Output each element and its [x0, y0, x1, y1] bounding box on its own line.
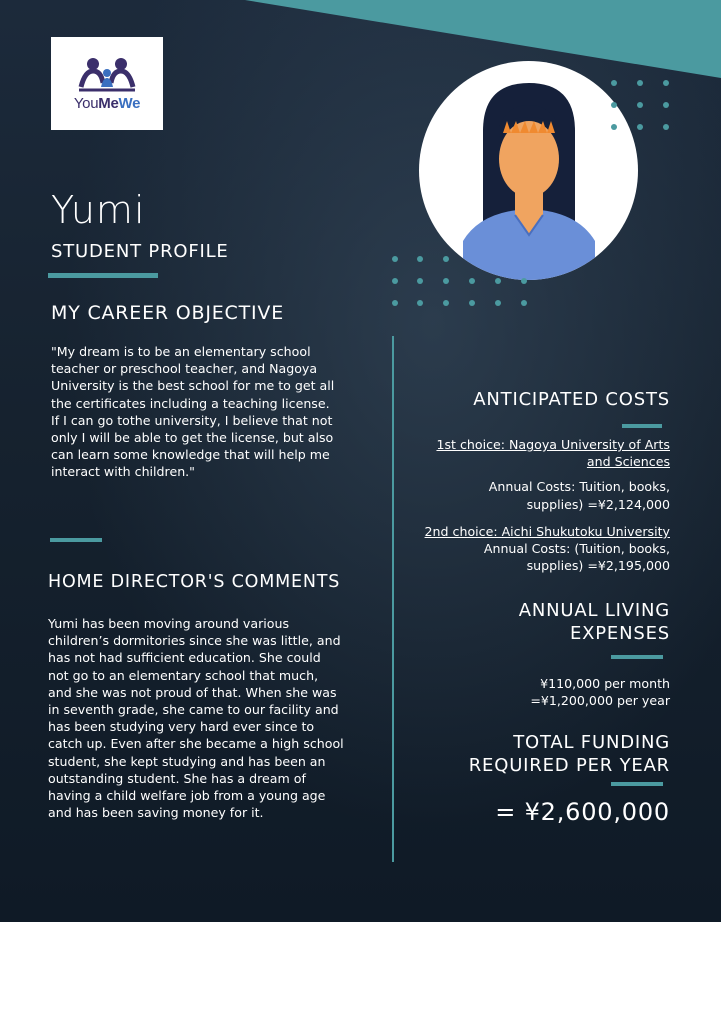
student-name: Yumi — [51, 188, 146, 232]
first-choice-title-line1: 1st choice: Nagoya University of Arts — [436, 437, 670, 452]
accent-divider — [50, 538, 102, 542]
decor-dot — [443, 256, 449, 262]
decor-dot — [663, 102, 669, 108]
total-funding-heading-line1: TOTAL FUNDING — [513, 732, 670, 753]
decor-dot — [521, 278, 527, 284]
accent-divider — [622, 424, 662, 428]
accent-divider — [48, 273, 158, 278]
living-expenses-heading-line2: EXPENSES — [569, 623, 670, 644]
decor-dot — [611, 102, 617, 108]
second-choice-cost-line2: supplies) =¥2,195,000 — [526, 558, 670, 574]
decor-dot — [469, 278, 475, 284]
decor-dot — [637, 80, 643, 86]
second-choice-title: 2nd choice: Aichi Shukutoku University — [424, 524, 670, 539]
decor-dot — [469, 300, 475, 306]
living-expenses-values — [430, 675, 670, 709]
logo-family-icon — [51, 37, 163, 97]
first-choice-cost-line2: supplies) =¥2,124,000 — [526, 496, 670, 512]
total-funding-heading-line2: REQUIRED PER YEAR — [468, 755, 670, 776]
logo-you-text: You — [73, 95, 99, 112]
decor-dot — [392, 278, 398, 284]
decor-dot — [417, 256, 423, 262]
decor-dot — [663, 80, 669, 86]
decor-dot — [611, 80, 617, 86]
career-objective-heading: MY CAREER OBJECTIVE — [51, 302, 285, 324]
decor-dot — [495, 300, 501, 306]
decor-dot — [443, 300, 449, 306]
living-expenses-yearly: =¥1,200,000 per year — [530, 693, 670, 709]
living-expenses-monthly: ¥110,000 per month — [540, 676, 670, 691]
logo-me-text: Me — [98, 95, 119, 112]
decor-dot — [663, 124, 669, 130]
total-funding-heading — [469, 731, 670, 777]
decor-dot — [417, 278, 423, 284]
accent-divider — [611, 655, 663, 659]
logo-we-text: We — [118, 95, 141, 112]
living-expenses-heading-line1: ANNUAL LIVING — [518, 600, 670, 621]
total-funding-amount: = ¥2,600,000 — [495, 798, 670, 826]
decor-dot — [417, 300, 423, 306]
living-expenses-heading — [519, 599, 670, 645]
first-choice — [390, 436, 670, 513]
first-choice-cost-line1: Annual Costs: Tuition, books, — [488, 479, 670, 495]
director-comments-text: Yumi has been moving around various children’s dormitories since she was little, and has not had sufficient education. She could not go to an elementary school that much, and she was not proud of that. When she was in seventh grade, she came to our facility and has been studying very hard ever since to catch up. Even after she became a high school student, she kept studying and has been an outstanding student. She has a dream of having a child welfare job from a young age and has been saving money for it. — [48, 616, 344, 821]
career-objective-text: "My dream is to be an elementary school teacher or preschool teacher, and Nagoya University is the best school for me to get all the certificates including a teaching license. If I can go tothe university, I believe that not only I will be able to get the license, but also can learn some knowledge that will help me interact with children." — [51, 344, 335, 480]
anticipated-costs-heading: ANTICIPATED COSTS — [473, 389, 670, 410]
decor-dot — [637, 124, 643, 130]
avatar — [419, 61, 638, 280]
decor-dot — [392, 300, 398, 306]
logo-wordmark — [51, 95, 163, 112]
second-choice-cost-line1: Annual Costs: (Tuition, books, — [483, 541, 670, 557]
decor-dot — [392, 256, 398, 262]
page-subtitle: STUDENT PROFILE — [51, 241, 229, 262]
decor-dot — [611, 124, 617, 130]
column-divider — [392, 336, 394, 862]
second-choice — [370, 523, 670, 575]
student-avatar-icon — [419, 61, 638, 280]
accent-divider — [611, 782, 663, 786]
decor-dot — [443, 278, 449, 284]
director-comments-heading: HOME DIRECTOR'S COMMENTS — [48, 572, 341, 592]
decor-dot — [521, 300, 527, 306]
decor-dot — [637, 102, 643, 108]
logo — [51, 37, 163, 130]
first-choice-title-line2: and Sciences — [586, 454, 670, 470]
decor-dot — [495, 278, 501, 284]
